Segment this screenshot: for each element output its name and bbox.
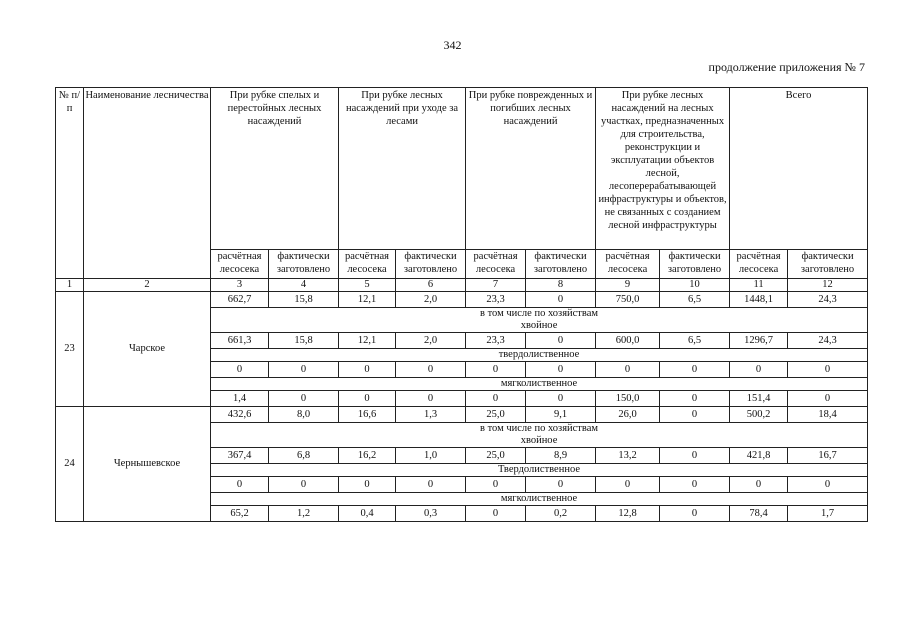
row-label: хвойное	[211, 435, 868, 448]
value-cell: 6,5	[660, 292, 730, 308]
value-cell: 0	[466, 477, 526, 493]
value-cell: 1448,1	[730, 292, 788, 308]
column-index: 4	[269, 279, 339, 292]
value-cell: 0	[269, 477, 339, 493]
column-index: 8	[526, 279, 596, 292]
column-index: 9	[596, 279, 660, 292]
subheader-planned: расчётная лесосека	[211, 250, 269, 279]
subheader-actual: фактически заготовлено	[526, 250, 596, 279]
value-cell: 750,0	[596, 292, 660, 308]
value-cell: 15,8	[269, 292, 339, 308]
value-cell: 0	[269, 391, 339, 407]
row-label: Твердолиственное	[211, 464, 868, 477]
value-cell: 2,0	[396, 333, 466, 349]
value-cell: 0	[526, 292, 596, 308]
value-cell: 0	[526, 391, 596, 407]
value-cell: 24,3	[788, 292, 868, 308]
value-cell: 0	[339, 477, 396, 493]
value-cell: 0	[526, 362, 596, 378]
value-cell: 0	[660, 448, 730, 464]
value-cell: 0	[660, 506, 730, 522]
value-cell: 151,4	[730, 391, 788, 407]
entry-number: 24	[56, 407, 84, 522]
value-cell: 65,2	[211, 506, 269, 522]
subheader-actual: фактически заготовлено	[269, 250, 339, 279]
subheader-planned: расчётная лесосека	[339, 250, 396, 279]
row-label: хвойное	[211, 320, 868, 333]
value-cell: 0	[269, 362, 339, 378]
column-index: 12	[788, 279, 868, 292]
header-forestry-name: Наименование лесничества	[84, 88, 211, 279]
value-cell: 0,4	[339, 506, 396, 522]
row-label: твердолиственное	[211, 349, 868, 362]
continuation-note: продолжение приложения № 7	[708, 60, 865, 74]
value-cell: 500,2	[730, 407, 788, 423]
row-label: в том числе по хозяйствам	[211, 423, 868, 436]
value-cell: 23,3	[466, 333, 526, 349]
value-cell: 0	[526, 477, 596, 493]
value-cell: 1,4	[211, 391, 269, 407]
value-cell: 1296,7	[730, 333, 788, 349]
value-cell: 12,8	[596, 506, 660, 522]
header-group-mature: При рубке спелых и перестойных лесных насаждений	[211, 88, 339, 250]
subheader-actual: фактически заготовлено	[788, 250, 868, 279]
value-cell: 0	[596, 362, 660, 378]
subheader-actual: фактически заготовлено	[660, 250, 730, 279]
value-cell: 0	[526, 333, 596, 349]
value-cell: 16,2	[339, 448, 396, 464]
value-cell: 0	[788, 362, 868, 378]
value-cell: 78,4	[730, 506, 788, 522]
table-row	[56, 407, 868, 423]
header-group-tending: При рубке лесных насаждений при уходе за лесами	[339, 88, 466, 250]
value-cell: 1,3	[396, 407, 466, 423]
value-cell: 0	[466, 391, 526, 407]
value-cell: 600,0	[596, 333, 660, 349]
value-cell: 18,4	[788, 407, 868, 423]
row-label: мягколиственное	[211, 378, 868, 391]
value-cell: 25,0	[466, 448, 526, 464]
value-cell: 24,3	[788, 333, 868, 349]
value-cell: 26,0	[596, 407, 660, 423]
value-cell: 0	[466, 362, 526, 378]
forestry-name: Чарское	[84, 292, 211, 407]
subheader-actual: фактически заготовлено	[396, 250, 466, 279]
entry-number: 23	[56, 292, 84, 407]
subheader-planned: расчётная лесосека	[730, 250, 788, 279]
value-cell: 421,8	[730, 448, 788, 464]
value-cell: 12,1	[339, 333, 396, 349]
column-index: 6	[396, 279, 466, 292]
value-cell: 662,7	[211, 292, 269, 308]
value-cell: 12,1	[339, 292, 396, 308]
row-label: мягколиственное	[211, 493, 868, 506]
value-cell: 432,6	[211, 407, 269, 423]
column-index: 1	[56, 279, 84, 292]
value-cell: 6,5	[660, 333, 730, 349]
value-cell: 0	[339, 391, 396, 407]
value-cell: 0	[660, 362, 730, 378]
value-cell: 367,4	[211, 448, 269, 464]
value-cell: 0	[211, 477, 269, 493]
column-index: 3	[211, 279, 269, 292]
header-num: № п/п	[56, 88, 84, 279]
value-cell: 0	[788, 477, 868, 493]
value-cell: 0	[788, 391, 868, 407]
value-cell: 150,0	[596, 391, 660, 407]
value-cell: 661,3	[211, 333, 269, 349]
value-cell: 1,0	[396, 448, 466, 464]
value-cell: 15,8	[269, 333, 339, 349]
value-cell: 0	[730, 477, 788, 493]
value-cell: 0	[596, 477, 660, 493]
value-cell: 0,2	[526, 506, 596, 522]
value-cell: 0	[211, 362, 269, 378]
column-index: 7	[466, 279, 526, 292]
header-group-damaged: При рубке поврежденных и погибших лесных насаждений	[466, 88, 596, 250]
value-cell: 9,1	[526, 407, 596, 423]
value-cell: 0	[466, 506, 526, 522]
forestry-name: Чернышевское	[84, 407, 211, 522]
harvest-table	[55, 87, 868, 522]
value-cell: 1,2	[269, 506, 339, 522]
value-cell: 8,9	[526, 448, 596, 464]
value-cell: 23,3	[466, 292, 526, 308]
value-cell: 0	[396, 362, 466, 378]
column-index: 10	[660, 279, 730, 292]
value-cell: 0	[339, 362, 396, 378]
column-index: 5	[339, 279, 396, 292]
value-cell: 0	[396, 391, 466, 407]
table-row	[56, 292, 868, 308]
value-cell: 2,0	[396, 292, 466, 308]
subheader-planned: расчётная лесосека	[466, 250, 526, 279]
page-number: 342	[443, 38, 462, 52]
row-label: в том числе по хозяйствам	[211, 308, 868, 321]
value-cell: 1,7	[788, 506, 868, 522]
value-cell: 6,8	[269, 448, 339, 464]
value-cell: 13,2	[596, 448, 660, 464]
header-group-infrastructure: При рубке лесных насаждений на лесных участках, предназначенных для строительства, реконструкции и эксплуатации объектов лесной, лесоперерабатывающей инфраструктуры и объектов, не связанных с созданием лесной инфраструктуры	[596, 88, 730, 250]
value-cell: 0,3	[396, 506, 466, 522]
value-cell: 0	[396, 477, 466, 493]
value-cell: 0	[660, 391, 730, 407]
value-cell: 16,6	[339, 407, 396, 423]
subheader-planned: расчётная лесосека	[596, 250, 660, 279]
column-index: 2	[84, 279, 211, 292]
value-cell: 16,7	[788, 448, 868, 464]
value-cell: 8,0	[269, 407, 339, 423]
column-index: 11	[730, 279, 788, 292]
value-cell: 0	[660, 477, 730, 493]
value-cell: 0	[730, 362, 788, 378]
value-cell: 0	[660, 407, 730, 423]
header-group-total: Всего	[730, 88, 868, 250]
value-cell: 25,0	[466, 407, 526, 423]
